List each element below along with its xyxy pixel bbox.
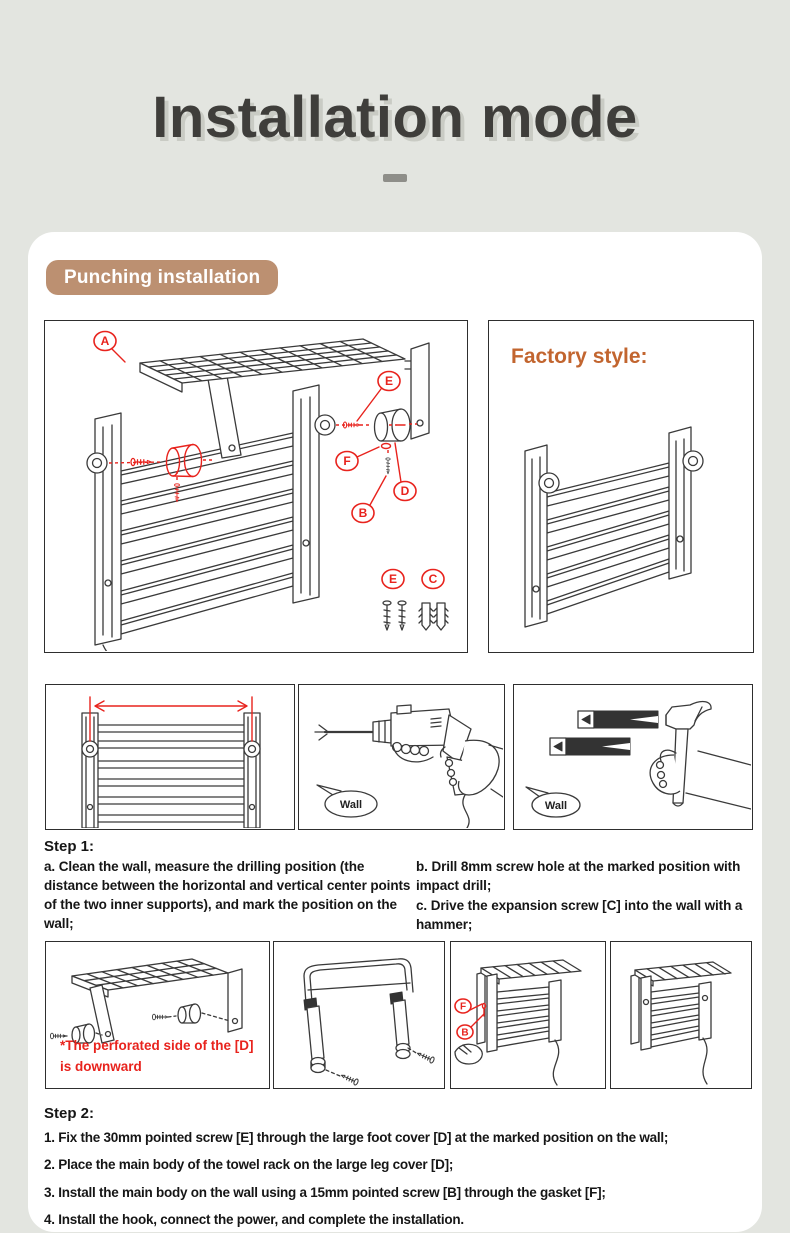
section-badge: Punching installation (46, 260, 278, 295)
factory-rack-bars (547, 463, 669, 614)
step2-section (44, 1105, 756, 1233)
diagram-hammer (513, 684, 753, 830)
diagram-factory-style (488, 320, 754, 653)
perforated-side-note: *The perforated side of the [D] is downward (60, 1038, 254, 1074)
step2-item-1: 1. Fix the 30mm pointed screw [E] through the large foot cover [D] at the marked position on the wall; (44, 1130, 669, 1145)
front-view-rack (98, 725, 244, 822)
page-title: Installation mode (152, 85, 638, 150)
step2-item-2: 2. Place the main body of the towel rack on the large leg cover [D]; (44, 1157, 454, 1173)
place-body-illustration (274, 942, 443, 1087)
completed-unit (631, 962, 731, 1084)
diagram-place-body (273, 941, 445, 1089)
title-underline-dash (383, 174, 407, 182)
diagram-complete (610, 941, 752, 1089)
pointed-screws (326, 1048, 435, 1086)
expansion-anchors (550, 711, 658, 755)
fix-screws-illustration (451, 942, 604, 1087)
step1-heading: Step 1: (44, 838, 95, 855)
content-card (28, 232, 762, 1232)
diagram-drill (298, 684, 505, 830)
diagram-foot-cover (45, 941, 270, 1089)
drill-illustration (299, 685, 503, 828)
step1-left-column (44, 838, 416, 936)
svg-text:D: D (400, 484, 410, 498)
svg-text:B: B (461, 1027, 469, 1039)
svg-text:F: F (343, 454, 351, 468)
diagram-fix-screws (450, 941, 606, 1089)
step2-item-4: 4. Install the hook, connect the power, and complete the installation. (44, 1211, 464, 1227)
svg-text:Wall: Wall (339, 799, 363, 811)
svg-text:F: F (459, 1001, 467, 1013)
step1-item-a: a. Clean the wall, measure the drilling position (the distance between the horizontal and vertical center points of the two inner supports), and mark the position on the wall; (44, 859, 411, 932)
svg-text:E: E (384, 374, 394, 388)
wall-speech-bubble (317, 785, 377, 817)
step1-item-c: c. Drive the expansion screw [C] into the wall with a hammer; (416, 898, 743, 933)
step1-right-column (416, 838, 750, 936)
exploded-view-illustration (45, 321, 466, 651)
svg-text:B: B (358, 506, 368, 520)
measure-illustration (46, 685, 293, 828)
measure-arrow (90, 697, 252, 741)
front-view-posts (82, 713, 260, 828)
rack-frame (304, 959, 413, 1073)
step2-item-3: 3. Install the main body on the wall using a 15mm pointed screw [B] through the gasket [F]; (44, 1184, 606, 1200)
factory-style-illustration (489, 321, 752, 651)
wall-speech-bubble (526, 787, 580, 817)
svg-text:A: A (100, 334, 110, 348)
hand-installing (455, 1044, 482, 1064)
step2-heading: Step 2: (44, 1105, 95, 1122)
mounted-unit (477, 960, 581, 1085)
shelf-bracket (72, 959, 242, 1043)
completed-install-illustration (611, 942, 750, 1087)
towel-rack-bars (121, 433, 293, 634)
hand (650, 750, 751, 809)
step1-section (44, 838, 750, 936)
diagram-exploded-view (44, 320, 468, 653)
hardware-legend (382, 570, 448, 631)
svg-text:C: C (428, 572, 438, 586)
hammer-illustration (514, 685, 751, 828)
svg-text:E: E (388, 572, 398, 586)
diagram-measure-wall (45, 684, 295, 830)
factory-style-label: Factory style: (511, 345, 648, 368)
svg-text:Wall: Wall (544, 800, 568, 812)
step1-item-b: b. Drill 8mm screw hole at the marked position with impact drill; (416, 859, 741, 894)
